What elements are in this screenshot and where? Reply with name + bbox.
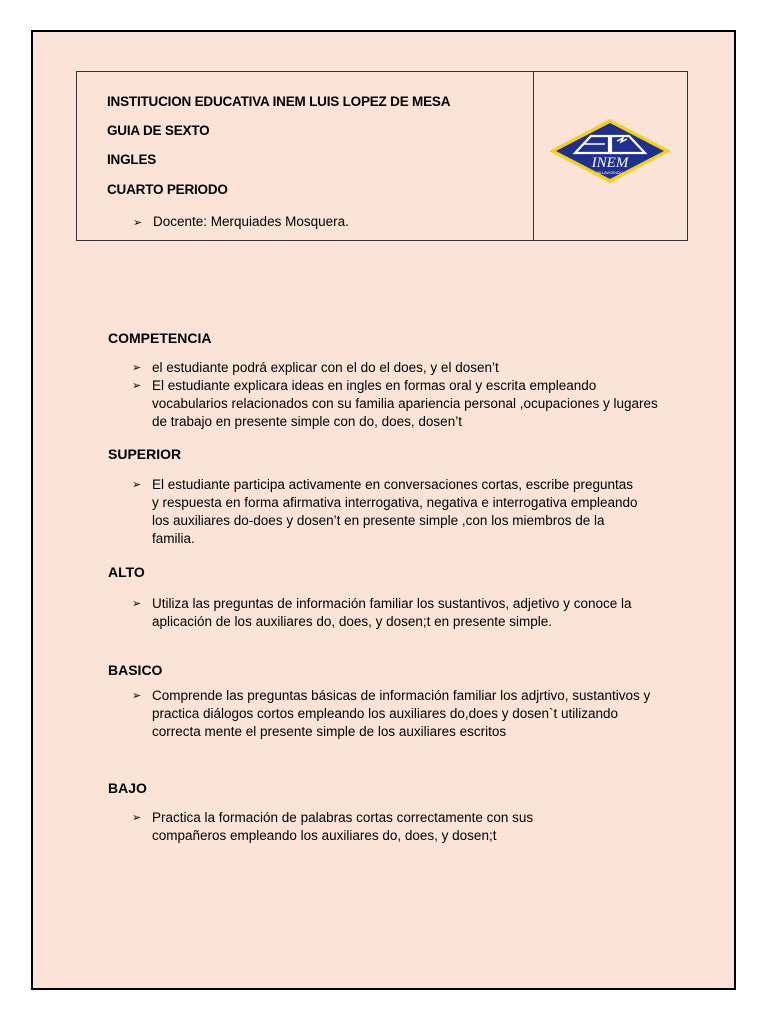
- list-item: ➢ Practica la formación de palabras cortas correctamente con sus compañeros empleando los auxiliares do, does, y dosen;t: [132, 810, 534, 843]
- list-item: ➢ El estudiante participa activamente en conversaciones cortas, escribe preguntas y respuesta en forma afirmativa interrogativa, negativa e interrogativa empleando los auxiliares do-does y dosen’t en presente simple ,con los miembros de la familia.: [132, 477, 638, 546]
- list-item: ➢ el estudiante podrá explicar con el do el does, y el dosen’t: [132, 360, 499, 375]
- section-title-superior: SUPERIOR: [108, 446, 182, 462]
- list-item: ➢ Utiliza las preguntas de información familiar los sustantivos, adjetivo y conoce la aplicación de los auxiliares do, does, y dosen;t en presente simple.: [132, 596, 632, 629]
- list-item: ➢ Comprende las preguntas básicas de información familiar los adjrtivo, sustantivos y practica diálogos cortos empleando los auxiliares do,does y dosen`t utilizando correcta mente el presente simple de los auxiliares escritos: [132, 688, 651, 739]
- section-title-bajo: BAJO: [108, 780, 147, 796]
- list-item: ➢ El estudiante explicara ideas en ingles en formas oral y escrita empleando vocabularios relacionados con su familia apariencia personal ,ocupaciones y lugares de trabajo en presente simple con do, does, dosen’t: [132, 378, 658, 429]
- logo-title: INEM: [591, 155, 629, 171]
- subject-title: INGLES: [107, 152, 157, 167]
- teacher-name: Docente: Merquiades Mosquera.: [153, 214, 349, 229]
- bullet-arrow-icon: ➢: [132, 479, 142, 491]
- header-text-cell: [76, 72, 533, 240]
- bullet-arrow-icon: ➢: [133, 217, 143, 229]
- section-title-competencia: COMPETENCIA: [108, 330, 212, 346]
- period-title: CUARTO PERIODO: [107, 182, 228, 197]
- section-title-alto: ALTO: [108, 564, 145, 580]
- inem-logo: [547, 117, 673, 187]
- institution-name: INSTITUCION EDUCATIVA INEM LUIS LOPEZ DE MESA: [107, 94, 451, 109]
- logo-subtitle: VILLAVICENCIO: [596, 171, 624, 175]
- teacher-line: [133, 214, 349, 229]
- bullet-arrow-icon: ➢: [132, 812, 142, 824]
- guide-title: GUIA DE SEXTO: [107, 123, 210, 138]
- header-table: [76, 71, 688, 241]
- section-title-basico: BASICO: [108, 662, 163, 678]
- bullet-arrow-icon: ➢: [132, 598, 142, 610]
- header-logo-cell: [533, 72, 688, 240]
- bullet-arrow-icon: ➢: [132, 690, 142, 702]
- bullet-arrow-icon: ➢: [132, 380, 142, 392]
- document-page: [31, 30, 736, 990]
- bullet-arrow-icon: ➢: [132, 362, 142, 374]
